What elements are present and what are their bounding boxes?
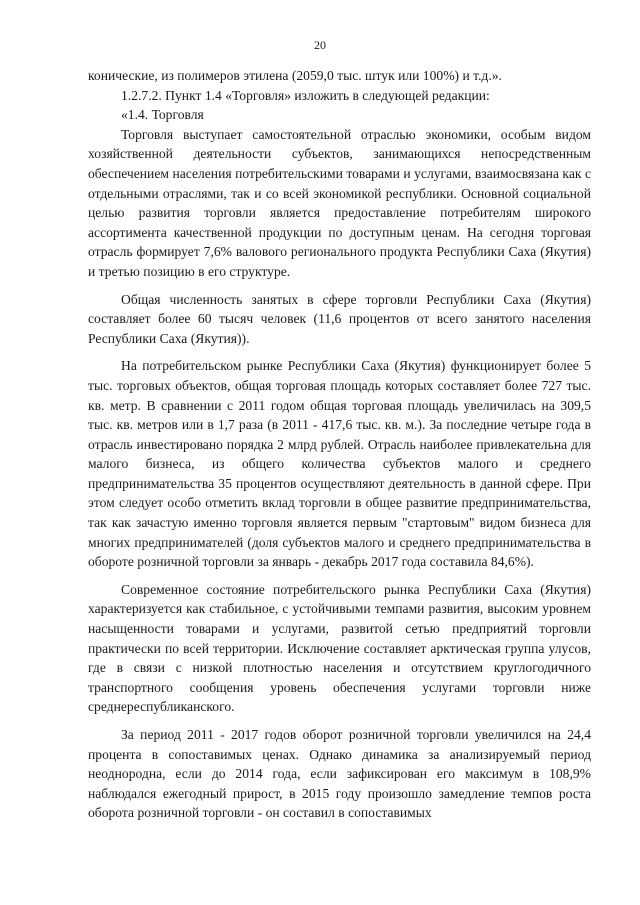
paragraph-continuation: конические, из полимеров этилена (2059,0 тыс. штук или 100%) и т.д.». — [88, 68, 502, 83]
section-heading: «1.4. Торговля — [121, 107, 204, 123]
page-number: 20 — [314, 38, 326, 52]
paragraph-employment: Общая численность занятых в сфере торговли Республики Саха (Якутия) составляет более 60 тысяч человек (11,6 процентов от всего занятого населения Республики Саха (Якутия)). — [88, 291, 591, 346]
paragraph-consumer-market: На потребительском рынке Республики Саха (Якутия) функционирует более 5 тыс. торговых объектов, общая торговая площадь которых составляет более 727 тыс. кв. метр. В сравнении с 2011 годом общая торговая площадь увеличилась на 309,5 тыс. кв. метров или в 1,7 раза (в 2011 - 417,6 тыс. кв. м.). За последние четыре года в отрасль инвестировано порядка 2 млрд рублей. Отрасль наиболее привлекательна для малого бизнеса, из общего количества субъектов малого и среднего предпринимательства 35 процентов осуществляют деятельность в данной сфере. При этом следует особо отметить вклад торговли в общее развитие предпринимательства, так как зачастую именно торговля является первым "стартовым" видом бизнеса для многих предпринимателей (доля субъектов малого и среднего предпринимательства в обороте розничной торговли за январь - декабрь 2017 года составила 84,6%). — [88, 358, 591, 570]
paragraph-trade-overview: Торговля выступает самостоятельной отраслью экономики, особым видом хозяйственной деятельности субъектов, занимающихся непосредственным обеспечением населения потребительскими товарами и услугами, взаимосвязана как с отдельными отраслями, так и со всей экономикой республики. Основной социальной целью развития торговли является предоставление потребителям широкого ассортимента качественной продукции по доступным ценам. На сегодня торговая отрасль формирует 7,6% валового регионального продукта Республики Саха (Якутия) и третью позицию в его структуре. — [88, 126, 591, 279]
paragraph-market-state: Современное состояние потребительского рынка Республики Саха (Якутия) характеризуется как стабильное, с устойчивыми темпами развития, высоким уровнем насыщенности товарами и услугами, развитой сетью предприятий торговли практически по всей территории. Исключение составляет арктическая группа улусов, где в связи с низкой плотностью населения и отсутствием круглогодичного транспортного сообщения уровень обеспечения услугами торговли ниже среднереспубликанского. — [88, 581, 591, 715]
paragraph-amendment-clause: 1.2.7.2. Пункт 1.4 «Торговля» изложить в следующей редакции: — [121, 87, 490, 103]
document-body — [88, 66, 591, 823]
paragraph-retail-turnover: За период 2011 - 2017 годов оборот розничной торговли увеличился на 24,4 процента в сопоставимых ценах. Однако динамика за анализируемый период неоднородна, если до 2014 года, если зафиксирован его максимум в 108,9% наблюдался ежегодный прирост, в 2015 году произошло замедление темпов роста оборота розничной торговли - он составил в сопоставимых — [88, 727, 591, 821]
